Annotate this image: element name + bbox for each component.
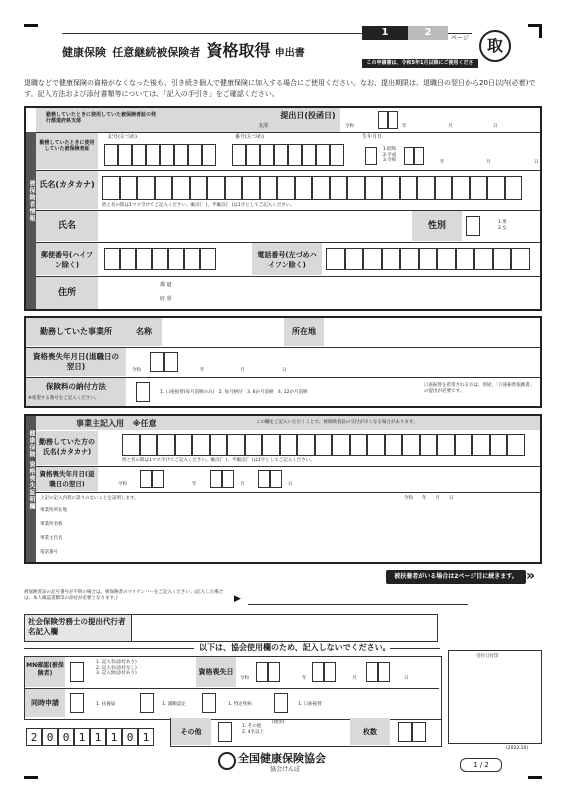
wp-location-input[interactable] <box>326 320 536 344</box>
office-loss-day-1[interactable] <box>366 662 378 682</box>
number-box-3[interactable] <box>260 144 274 166</box>
kana-box-10[interactable] <box>260 176 278 200</box>
office-loss-year-2[interactable] <box>268 662 280 682</box>
payment-note: ※希望する番号をご記入ください。 <box>28 396 100 401</box>
kana-label: 氏名(カタカナ) <box>39 180 95 189</box>
submit-date-label: 提出日(投函日) <box>280 111 336 120</box>
kana-box-9[interactable] <box>242 176 260 200</box>
title-small1: 健康保険 <box>62 46 106 59</box>
emp-kana-box-20[interactable] <box>455 434 473 456</box>
kana-box-4[interactable] <box>155 176 173 200</box>
postal-box-4[interactable] <box>152 248 168 270</box>
office-loss-label: 資格喪失日 <box>198 668 234 676</box>
symbol-box-3[interactable] <box>132 144 146 166</box>
emp-loss-reiwa: 令和 <box>118 482 127 487</box>
arrow-right-icon: ▶ <box>234 594 241 604</box>
kana-note: 姓と名の間は1マス空けてご記入ください。濁点(゛)、半濁点(゜)は1字としてご記入ください。 <box>102 203 295 208</box>
page-indicator: 1 / 2 <box>460 758 502 772</box>
birth-year-unit: 年 <box>440 160 445 165</box>
emp-loss-day-unit: 日 <box>288 482 293 487</box>
title-suffix: 申出書 <box>274 48 305 59</box>
birth-label: 生年月日 <box>362 134 383 140</box>
phone-box-8[interactable] <box>456 248 475 270</box>
concurrent-opt-2: 1. 減額認定 <box>162 702 186 707</box>
employer-label: 事業主記入用 ※任意 <box>76 419 157 428</box>
form-code-digit-7: 0 <box>122 728 138 746</box>
branch-unit: 支部 <box>258 123 269 129</box>
emp-kana-box-1[interactable] <box>122 434 140 456</box>
wp-name-label: 名称 <box>136 327 152 336</box>
payment-label: 保険料の納付方法 <box>46 382 106 391</box>
emp-kana-box-10[interactable] <box>280 434 298 456</box>
kana-box-16[interactable] <box>365 176 383 200</box>
section1-side-label: 被保険者情報 <box>28 180 35 222</box>
form-code-digit-3: 0 <box>58 728 74 746</box>
kana-box-23[interactable] <box>487 176 505 200</box>
address-input[interactable] <box>185 280 535 306</box>
form-code-digit-1: 2 <box>26 728 42 746</box>
loss-date-label: 資格喪失年月日(退職日の翌日) <box>33 352 119 371</box>
concurrent-opt-1: 1. 扶養届 <box>96 702 116 707</box>
emp-kana-box-19[interactable] <box>437 434 455 456</box>
emp-kana-box-3[interactable] <box>157 434 175 456</box>
postal-box-2[interactable] <box>120 248 136 270</box>
kana-box-5[interactable] <box>172 176 190 200</box>
version-label: (2022.10) <box>506 746 529 751</box>
office-loss-month-1[interactable] <box>312 662 324 682</box>
other-option-2: 2. 4名以上 <box>242 729 265 735</box>
emp-kana-box-2[interactable] <box>140 434 158 456</box>
kana-box-19[interactable] <box>417 176 435 200</box>
pref-2: 府 県 <box>160 296 172 302</box>
emp-kana-box-21[interactable] <box>472 434 490 456</box>
office-loss-year-1[interactable] <box>256 662 268 682</box>
number-box-1[interactable] <box>232 144 246 166</box>
emp-kana-box-14[interactable] <box>350 434 368 456</box>
office-loss-day-unit: 日 <box>404 676 409 681</box>
form-code-digit-5: 1 <box>90 728 106 746</box>
kana-box-20[interactable] <box>435 176 453 200</box>
other-reason: (理由) <box>272 720 285 725</box>
org-name: 全国健康保険協会 <box>238 752 326 765</box>
kana-label-cell <box>36 171 98 209</box>
title-main: 資格取得 <box>206 41 271 60</box>
section3-side-label: 健康保険 資格喪失証明欄 <box>28 430 35 511</box>
era-option-2: 2.平成 <box>383 152 397 158</box>
title-small2: 任意継続被保険者 <box>112 46 201 59</box>
mn-options <box>96 660 137 677</box>
era-box[interactable] <box>365 147 377 165</box>
emp-kana-box-13[interactable] <box>332 434 350 456</box>
concurrent-label: 同時申請 <box>31 699 59 707</box>
submit-month-unit: 月 <box>448 124 453 129</box>
loss-year-unit: 年 <box>200 368 205 373</box>
symbol-box-6[interactable] <box>174 144 188 166</box>
postal-box-3[interactable] <box>136 248 152 270</box>
loss-reiwa: 令和 <box>132 368 141 373</box>
phone-box-9[interactable] <box>474 248 493 270</box>
chevron-right-icon: » <box>526 568 536 584</box>
phone-box-1[interactable] <box>326 248 345 270</box>
birth-year-box-1[interactable] <box>404 147 414 165</box>
symbol-box-4[interactable] <box>146 144 160 166</box>
agent-input[interactable] <box>131 614 438 642</box>
kana-box-12[interactable] <box>295 176 313 200</box>
certify-text: 上記の記入内容に誤りのないことを証明します。 <box>40 496 139 501</box>
number-box-2[interactable] <box>246 144 260 166</box>
agent-label: 社会保険労務士の提出代行者名記入欄 <box>28 617 126 636</box>
emp-kana-box-7[interactable] <box>227 434 245 456</box>
loss-day-unit: 日 <box>282 368 287 373</box>
mn-label: MN確認(被保険者) <box>26 662 64 677</box>
form-title <box>62 38 362 58</box>
kana-box-1[interactable] <box>102 176 120 200</box>
birth-year-box-2[interactable] <box>414 147 424 165</box>
mn-box[interactable] <box>70 662 84 682</box>
emp-loss-year-2[interactable] <box>152 470 164 488</box>
mn-option-1: 1. 記入有(添付あり) <box>96 660 137 665</box>
submit-day-unit: 日 <box>493 124 498 129</box>
era-option-1: 1.昭和 <box>383 147 397 152</box>
submit-year-box-1[interactable] <box>378 111 388 129</box>
emp-kana-box-11[interactable] <box>297 434 315 456</box>
intro-text: 退職などで健康保険の資格がなくなった後も、引き続き個人で健康保険に加入する場合にご使用ください。なお、提出期限は、退職日の翌日から20日以内(必着)です。記入方法および添付書類等については、「記入の手引き」をご確認ください。 <box>24 79 536 98</box>
form-code-digit-4: 1 <box>74 728 90 746</box>
emp-loss-year-unit: 年 <box>192 482 197 487</box>
emp-kana-box-23[interactable] <box>507 434 525 456</box>
other-label: その他 <box>180 728 202 736</box>
kana-box-8[interactable] <box>225 176 243 200</box>
emp-kana-box-16[interactable] <box>385 434 403 456</box>
other-option-1: 1. その他 <box>242 724 262 729</box>
kana-box-14[interactable] <box>330 176 348 200</box>
postal-label: 郵便番号(ハイフン除く) <box>41 251 93 269</box>
office-use-heading-text: 以下は、協会使用欄のため、記入しないでください。 <box>199 643 391 652</box>
kana-box-24[interactable] <box>505 176 523 200</box>
gender-label: 性別 <box>427 221 446 231</box>
kana-box-21[interactable] <box>452 176 470 200</box>
org-sub: 協会けんぽ <box>270 766 301 773</box>
phone-box-5[interactable] <box>400 248 419 270</box>
emp-kana-box-15[interactable] <box>367 434 385 456</box>
phone-box-2[interactable] <box>345 248 364 270</box>
office-loss-year-unit: 年 <box>302 676 307 681</box>
emp-kana-box-18[interactable] <box>420 434 438 456</box>
office-loss-month-2[interactable] <box>324 662 336 682</box>
certify-date: 令和 年 月 日 <box>404 496 454 501</box>
postal-box-5[interactable] <box>168 248 184 270</box>
concurrent-box-4[interactable] <box>274 693 288 713</box>
emp-kana-box-6[interactable] <box>210 434 228 456</box>
wp-name-input[interactable] <box>164 320 284 344</box>
mn-option-2: 2. 記入有(添付なし) <box>96 665 137 671</box>
emp-loss-label: 資格喪失年月日(退職日の翌日) <box>39 470 95 488</box>
branch-label: 勤務していたときに使用していた被保険者証の発行都道府県支部 <box>46 112 157 124</box>
number-box-5[interactable] <box>288 144 302 166</box>
emp-loss-day-1[interactable] <box>258 470 270 488</box>
gender-options <box>498 220 507 231</box>
sheets-box-2[interactable] <box>412 722 426 742</box>
phone-box-6[interactable] <box>419 248 438 270</box>
gender-option-2: 2.女 <box>498 225 507 231</box>
kana-box-17[interactable] <box>382 176 400 200</box>
wp-location-label: 所在地 <box>292 327 316 336</box>
form-code-digit-8: 1 <box>138 728 154 746</box>
phone-box-7[interactable] <box>437 248 456 270</box>
submit-reiwa: 令和 <box>345 124 354 129</box>
phone-box-10[interactable] <box>493 248 512 270</box>
emp-loss-month-1[interactable] <box>210 470 222 488</box>
number-box-4[interactable] <box>274 144 288 166</box>
emp-kana-box-17[interactable] <box>402 434 420 456</box>
phone-box-4[interactable] <box>382 248 401 270</box>
kana-box-15[interactable] <box>347 176 365 200</box>
postal-box-7[interactable] <box>200 248 216 270</box>
concurrent-opt-4: 1. 口座振替 <box>298 702 322 707</box>
employer-optional: ※任意 <box>132 419 157 428</box>
gender-option-1: 1.男 <box>498 220 507 225</box>
loss-year-box-2[interactable] <box>164 352 178 372</box>
office-loss-month-unit: 月 <box>352 676 357 681</box>
sheets-label: 枚数 <box>363 728 377 736</box>
emp-kana-label: 勤務していた方の氏名(カタカナ) <box>39 438 95 456</box>
birth-day-unit: 日 <box>534 160 539 165</box>
office-name-label: 事業所名称 <box>40 522 63 527</box>
page-label: ページ <box>451 35 469 42</box>
office-loss-day-2[interactable] <box>378 662 390 682</box>
mynumber-note: 被保険者証の記号番号が不明の場合は、被保険者のマイナンバーをご記入ください。(記入した場合は、本人確認書類等の添付が必要となります。) <box>24 590 224 601</box>
emp-loss-month-2[interactable] <box>222 470 234 488</box>
emp-kana-box-5[interactable] <box>192 434 210 456</box>
usage-notice: この申請書は、令和5年1月以降にご使用ください。 <box>362 59 478 68</box>
emp-loss-day-2[interactable] <box>270 470 282 488</box>
name-label: 氏名 <box>57 221 76 231</box>
receipt-stamp-area <box>448 650 542 744</box>
symbol-box-1[interactable] <box>104 144 118 166</box>
workplace-label: 勤務していた事業所 <box>40 327 112 336</box>
loss-year-box-1[interactable] <box>150 352 164 372</box>
form-code-digit-2: 0 <box>42 728 58 746</box>
other-options <box>242 724 264 735</box>
kana-box-11[interactable] <box>277 176 295 200</box>
kana-box-22[interactable] <box>470 176 488 200</box>
payment-side-note: 口座振替を希望される方は、別途、「口座振替依頼書」の提出が必要です。 <box>424 383 535 394</box>
corner-mark-tr-v <box>539 24 542 38</box>
office-phone-label: 電話番号 <box>40 550 58 555</box>
postal-box-6[interactable] <box>184 248 200 270</box>
phone-box-3[interactable] <box>363 248 382 270</box>
phone-box-11[interactable] <box>511 248 530 270</box>
emp-kana-box-12[interactable] <box>315 434 333 456</box>
emp-kana-box-9[interactable] <box>262 434 280 456</box>
other-box[interactable] <box>218 722 232 742</box>
kana-box-6[interactable] <box>190 176 208 200</box>
number-box-7[interactable] <box>316 144 330 166</box>
symbol-label: 記号(左づめ) <box>108 134 137 140</box>
mn-option-3: 3. 記入無(添付あり) <box>96 671 137 676</box>
era-option-3: 3.令和 <box>383 158 397 163</box>
number-label: 番号(左づめ) <box>235 134 264 140</box>
emp-loss-month-unit: 月 <box>240 482 245 487</box>
page-tab-2: 2 <box>408 26 448 40</box>
kana-box-2[interactable] <box>120 176 138 200</box>
symbol-box-2[interactable] <box>118 144 132 166</box>
owner-name-label: 事業主氏名 <box>40 536 63 541</box>
emp-kana-box-4[interactable] <box>175 434 193 456</box>
receipt-label: 受付日付印 <box>476 654 499 659</box>
stamp-circle: 取 <box>479 30 511 62</box>
corner-mark-tl <box>24 24 38 27</box>
concurrent-box-3[interactable] <box>202 693 216 713</box>
emp-kana-box-8[interactable] <box>245 434 263 456</box>
kana-box-13[interactable] <box>312 176 330 200</box>
era-options <box>383 147 396 164</box>
symbol-box-8[interactable] <box>202 144 216 166</box>
submit-year-unit: 年 <box>402 124 407 129</box>
page-tab-1: 1 <box>362 26 408 40</box>
emp-loss-year-1[interactable] <box>140 470 152 488</box>
emp-kana-note: 姓と名の間は1マス空けてご記入ください。濁点(゛)、半濁点(゜)は1字としてご記入ください。 <box>122 458 315 463</box>
concurrent-opt-3: 1. 特定疾病 <box>228 702 252 707</box>
concurrent-box-2[interactable] <box>140 693 154 713</box>
symbol-box-5[interactable] <box>160 144 174 166</box>
loss-month-unit: 月 <box>240 368 245 373</box>
postal-box-1[interactable] <box>104 248 120 270</box>
office-use-heading <box>24 642 440 654</box>
mynumber-input-line[interactable] <box>248 604 468 605</box>
office-address-label: 事業所所在地 <box>40 508 67 513</box>
org-logo-icon <box>218 752 236 770</box>
kana-box-7[interactable] <box>207 176 225 200</box>
gender-box[interactable] <box>466 216 480 236</box>
submit-year-box-2[interactable] <box>388 111 398 129</box>
emp-kana-box-22[interactable] <box>490 434 508 456</box>
employer-note: この欄をご記入いただくことで、被保険者証の交付が早くなる場合があります。 <box>256 420 418 425</box>
office-loss-reiwa: 令和 <box>240 676 249 681</box>
form-code-digit-6: 1 <box>106 728 122 746</box>
kana-box-18[interactable] <box>400 176 418 200</box>
phone-label: 電話番号(左づめハイフン除く) <box>257 251 317 269</box>
pref-1: 都 道 <box>160 282 172 288</box>
number-box-6[interactable] <box>302 144 316 166</box>
address-label: 住所 <box>57 288 76 298</box>
corner-mark-br <box>528 776 542 779</box>
number-box-8[interactable] <box>330 144 344 166</box>
sheets-box-1[interactable] <box>398 722 412 742</box>
symbol-box-7[interactable] <box>188 144 202 166</box>
concurrent-box-1[interactable] <box>70 693 84 713</box>
dependents-notice: 被扶養者がいる場合は2ページ目に続きます。 <box>386 570 526 584</box>
payment-options: 1. 口座振替(毎月前納のみ) 2. 毎月納付 3. 6か月前納 4. 12か月前納 <box>160 390 308 395</box>
corner-mark-bl <box>24 776 38 779</box>
kana-box-3[interactable] <box>137 176 155 200</box>
card-label: 勤務していたときに使用していた被保険者証 <box>39 140 95 152</box>
birth-month-unit: 月 <box>486 160 491 165</box>
payment-box[interactable] <box>136 382 150 402</box>
